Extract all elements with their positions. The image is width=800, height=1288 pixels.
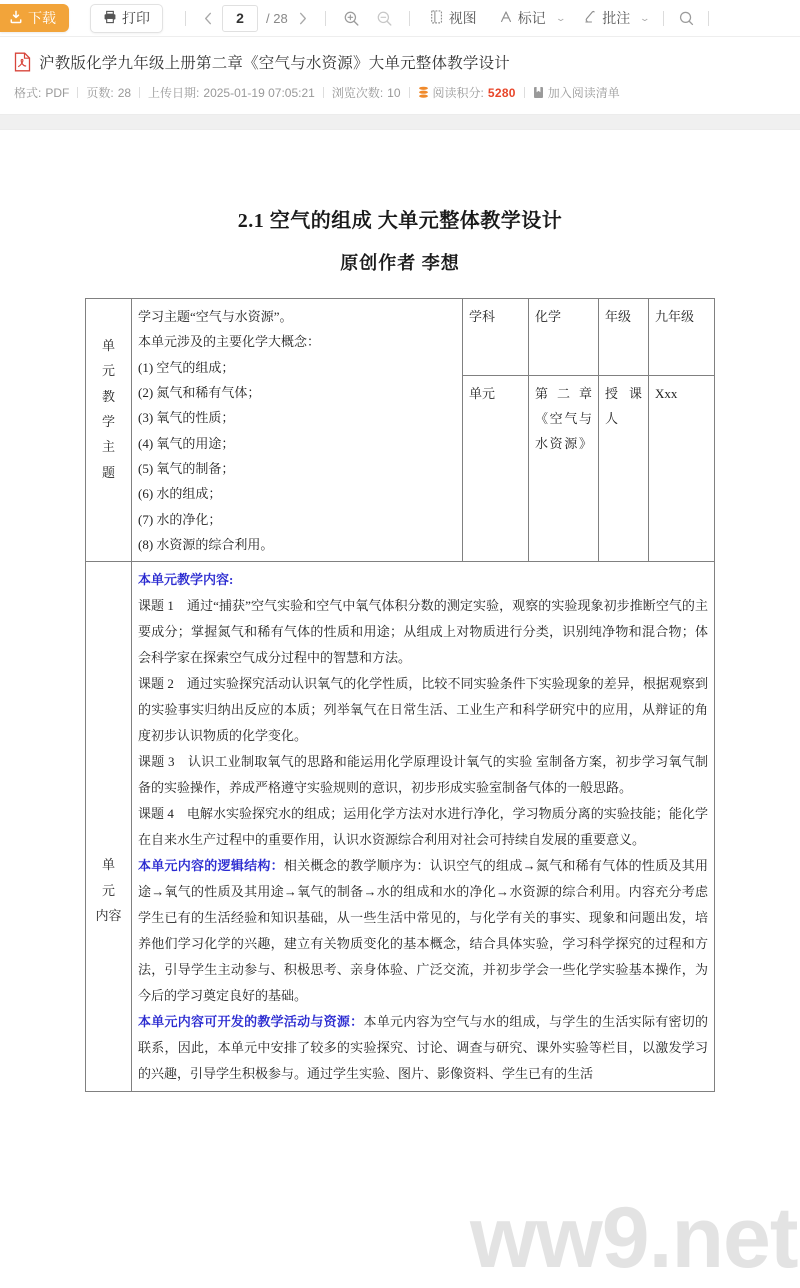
page-view-icon xyxy=(429,9,445,28)
table-row xyxy=(86,299,715,376)
text-marker-icon xyxy=(498,9,514,28)
print-label: 打印 xyxy=(122,10,150,26)
document-title-row xyxy=(14,51,800,73)
meta-pages-label: 页数: xyxy=(86,86,114,100)
cell-grade-label: 年级 xyxy=(599,299,649,376)
meta-views-label: 浏览次数: xyxy=(331,86,384,100)
document-header xyxy=(0,37,800,101)
toolbar-divider xyxy=(409,11,410,26)
zoom-in-button[interactable] xyxy=(340,6,364,30)
meta-points-label: 阅读积分: xyxy=(432,86,484,100)
cell-unit-topic-content xyxy=(132,299,463,562)
download-label: 下载 xyxy=(28,10,56,26)
pdf-file-icon xyxy=(14,52,31,72)
meta-points xyxy=(418,84,516,101)
content-heading: 本单元教学内容: xyxy=(138,572,234,588)
zoom-in-icon xyxy=(343,10,360,27)
document-meta-bar xyxy=(14,84,800,101)
annotate-label: 批注 xyxy=(602,10,631,26)
meta-divider xyxy=(77,87,78,98)
section-divider-band xyxy=(0,114,800,130)
view-label: 视图 xyxy=(448,10,477,26)
toolbar-divider xyxy=(663,11,664,26)
logic-structure-heading: 本单元内容的逻辑结构： xyxy=(138,858,284,874)
pen-icon xyxy=(582,9,598,28)
annotate-menu-button[interactable] xyxy=(578,8,653,28)
lesson-item: 课题 3 认识工业制取氧气的思路和能运用化学原理设计氧气的实验 室制备方案，初步学习氧气制备的实验操作，养成严格遵守实验规则的意识，初步形成实验室制备气体的一般思路。 xyxy=(138,754,708,796)
cell-teacher-value: Xxx xyxy=(649,375,715,562)
concept-item: (2) 氮气和稀有气体； xyxy=(138,385,261,401)
meta-format xyxy=(14,84,69,101)
cell-unit-content xyxy=(132,562,715,1092)
page-number-input[interactable] xyxy=(222,5,258,32)
cell-unit-label: 单元 xyxy=(463,375,529,562)
page-heading: 2.1 空气的组成 大单元整体教学设计 xyxy=(237,210,563,232)
mark-label: 标记 xyxy=(517,10,546,26)
unit-design-table xyxy=(85,298,715,1092)
logic-structure-paragraph xyxy=(138,853,708,1009)
download-icon xyxy=(9,10,23,27)
bookmark-icon xyxy=(533,86,544,99)
unit-content-label-line-2: 内容 xyxy=(95,908,122,924)
add-to-reading-list-label: 加入阅读清单 xyxy=(547,86,620,100)
logic-structure-text: 相关概念的教学顺序为：认识空气的组成→氮气和稀有气体的性质及其用途→氧气的性质及其用途→氧气的制备→水的组成和水的净化→水资源的综合利用。内容充分考虑学生已有的生活经验和知识基础，从一些生活中常见的，与化学有关的事实、现象和问题出发，培养他们学习化学的兴趣，建立有关物质变化的基本概念，结合具体实验，学习科学探究的过程和方法，引导学生主动参与、积极思考、亲身体验、广泛交流，并初步学会一些化学实验基本操作，为今后的学习奠定良好的基础。 xyxy=(138,858,708,1004)
unit-topic-label-line-3: 主 题 xyxy=(101,439,121,480)
meta-pages-value: 28 xyxy=(117,85,132,100)
add-to-reading-list-button[interactable] xyxy=(533,84,620,101)
page-total-label: / 28 xyxy=(266,10,288,26)
printer-icon xyxy=(103,10,117,27)
document-title: 沪教版化学九年级上册第二章《空气与水资源》大单元整体教学设计 xyxy=(39,55,511,72)
cell-subject-label: 学科 xyxy=(463,299,529,376)
prev-page-button[interactable] xyxy=(197,7,219,29)
topic-line: 学习主题“空气与水资源”。 xyxy=(138,309,293,324)
concept-item: (1) 空气的组成； xyxy=(138,359,235,375)
meta-pages xyxy=(86,84,131,101)
zoom-out-icon xyxy=(376,10,393,27)
cell-unit-topic-label xyxy=(86,299,132,562)
concepts-intro: 本单元涉及的主要化学大概念： xyxy=(138,334,321,350)
meta-format-label: 格式: xyxy=(14,86,42,100)
coins-icon xyxy=(418,86,429,99)
search-icon xyxy=(678,10,695,27)
concept-item: (5) 氧气的制备； xyxy=(138,461,235,477)
meta-upload-value: 2025-01-19 07:05:21 xyxy=(203,85,315,100)
unit-topic-label-line-1: 单 元 xyxy=(101,338,121,379)
meta-views xyxy=(332,84,401,101)
watermark: ww9.net xyxy=(470,1190,798,1286)
cell-teacher-label: 授 课 人 xyxy=(599,375,649,562)
cell-unit-content-label xyxy=(86,562,132,1092)
cell-grade-value: 九年级 xyxy=(649,299,715,376)
download-button[interactable] xyxy=(0,4,69,32)
page-number-value: 2 xyxy=(236,10,244,26)
meta-upload-label: 上传日期: xyxy=(148,86,200,100)
meta-divider xyxy=(524,87,525,98)
table-row xyxy=(86,562,715,1092)
resource-paragraph xyxy=(138,1009,708,1087)
cell-subject-value: 化学 xyxy=(529,299,599,376)
unit-topic-label-line-2: 教 学 xyxy=(101,388,121,430)
meta-divider xyxy=(409,87,410,98)
meta-points-value: 5280 xyxy=(487,85,516,100)
pdf-page-canvas[interactable] xyxy=(0,204,800,1286)
meta-views-value: 10 xyxy=(387,85,401,100)
concept-item: (6) 水的组成； xyxy=(138,486,222,502)
cell-unit-value: 第 二 章《空气与水资源》 xyxy=(529,375,599,562)
concept-item: (3) 氧气的性质； xyxy=(138,410,235,426)
resource-heading: 本单元内容可开发的教学活动与资源： xyxy=(138,1014,364,1030)
unit-content-label-line-1: 单 元 xyxy=(101,857,121,898)
view-menu-button[interactable] xyxy=(425,8,481,28)
viewer-toolbar xyxy=(0,0,800,37)
concept-item: (4) 氧气的用途； xyxy=(138,435,235,451)
mark-menu-button[interactable] xyxy=(494,8,569,28)
lesson-item: 课题 2 通过实验探究活动认识氧气的化学性质，比较不同实验条件下实验现象的差异，根据观察到的实验事实归纳出反应的本质；列举氧气在日常生活、工业生产和科学研究中的应用，从辩证的角度初步认识物质的化学变化。 xyxy=(138,676,708,744)
print-button[interactable] xyxy=(90,4,163,33)
concept-item: (7) 水的净化； xyxy=(138,511,222,527)
meta-divider xyxy=(139,87,140,98)
lesson-item: 课题 4 电解水实验探究水的组成；运用化学方法对水进行净化，学习物质分离的实验技能；能化学在自来水生产过程中的重要作用，认识水资源综合利用对社会可持续自发展的重要意义。 xyxy=(138,806,708,848)
page-subheading: 原创作者 李想 xyxy=(340,253,460,273)
lesson-item: 课题 1 通过“捕获”空气实验和空气中氧气体积分数的测定实验，观察的实验现象初步推断空气的主要成分；掌握氮气和稀有气体的性质和用途；从组成上对物质进行分类，识别纯净物和混合物；体会科学家在探索空气成分过程中的智慧和方法。 xyxy=(138,598,708,666)
concept-item: (8) 水资源的综合利用。 xyxy=(138,537,274,553)
toolbar-divider xyxy=(708,11,709,26)
search-button[interactable] xyxy=(675,6,699,30)
chevron-down-icon: ⌄ xyxy=(554,12,567,23)
zoom-out-button[interactable] xyxy=(373,6,397,30)
next-page-button[interactable] xyxy=(292,7,314,29)
meta-upload-date xyxy=(148,84,315,101)
toolbar-divider xyxy=(325,11,326,26)
resource-text: 本单元内容为空气与水的组成，与学生的生活实际有密切的联系，因此，本单元中安排了较多的实验探究、讨论、调查与研究、课外实验等栏目，以激发学习的兴趣，引导学生积极参与。通过学生实验、图片、影像资料、学生已有的生活 xyxy=(138,1014,708,1082)
meta-format-value: PDF xyxy=(45,85,70,100)
chevron-down-icon: ⌄ xyxy=(639,12,651,23)
meta-divider xyxy=(323,87,324,98)
toolbar-divider xyxy=(185,11,186,26)
